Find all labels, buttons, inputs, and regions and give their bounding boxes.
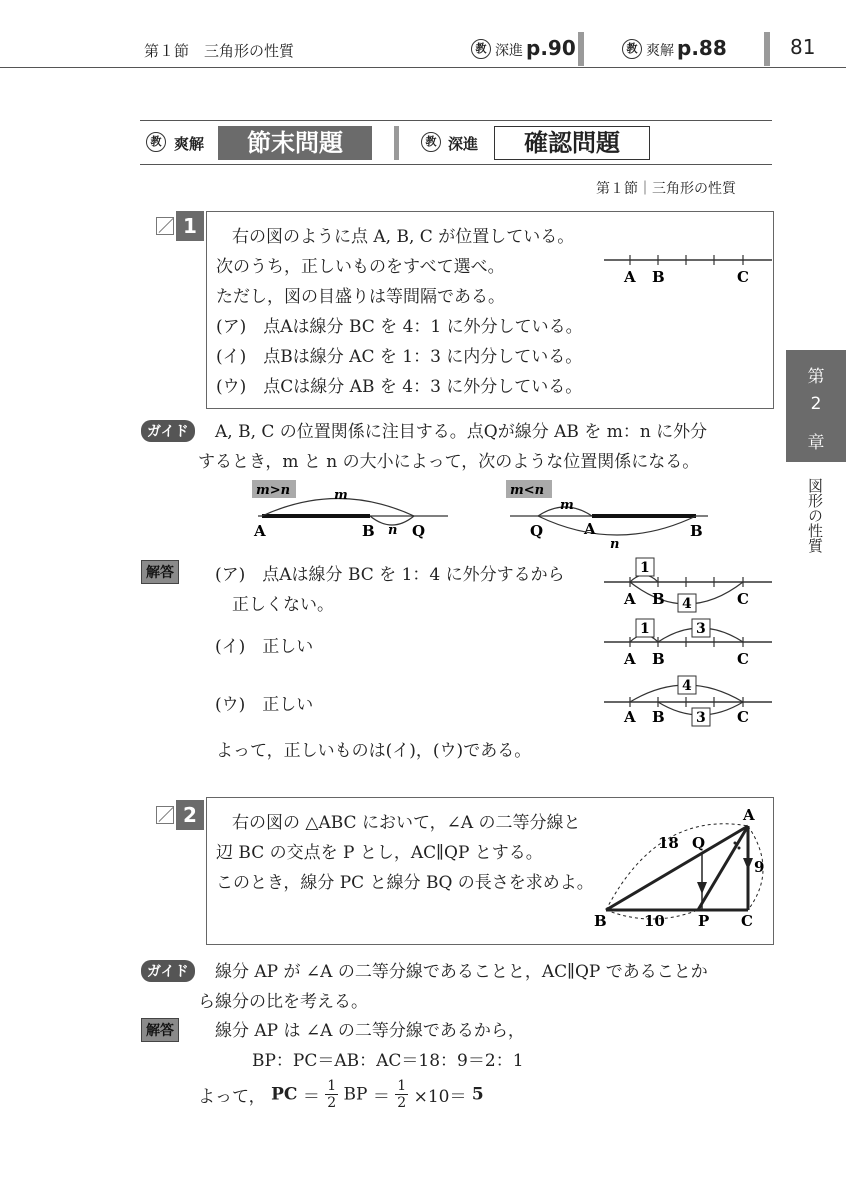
chapter-tab-number: 2 [810,394,822,414]
problem1-line: 次のうち，正しいものをすべて選べ。 [216,257,505,277]
problem1-line: (イ) 点Bは線分 AC を 1：3 に内分している。 [216,347,583,367]
fig-len-BP: 10 [644,912,665,930]
answer1-u-line: (ウ) 正しい [215,695,314,715]
fraction-half [325,1078,338,1111]
fig-m: m [560,498,574,513]
header-section: 第１節 三角形の性質 [144,42,295,60]
fig-label-C: C [737,708,749,726]
header-rule [0,67,846,68]
checkbox-icon[interactable] [156,217,174,235]
page-number: 81 [790,35,816,59]
fig-label-C: C [737,650,749,668]
answer1-a-line1: (ア) 点Aは線分 BC を 1：4 に外分するから [215,565,565,585]
fig-B: B [690,522,703,540]
fig-label-A: A [624,650,636,668]
banner-divider [394,126,399,160]
guide-tag: ガイド [141,420,195,442]
header-ref2-label: 爽解 [646,43,674,59]
fig-n: n [388,523,398,538]
answer2-result-line [198,1078,484,1111]
arrow-down-icon [743,858,753,870]
chapter-tab-line1: 第 [807,367,825,387]
kyo-mark-icon: 教 [146,132,166,152]
fig-Q: Q [530,522,544,540]
fraction-half [395,1078,408,1111]
fig-C: C [741,912,753,930]
problem-number: 2 [176,800,204,830]
subsection-label: 第１節｜三角形の性質 [596,181,736,197]
box-label: 4 [682,678,692,694]
problem1-line: (ウ) 点Cは線分 AB を 4：3 に外分している。 [216,377,583,397]
kyo-mark-icon: 教 [421,132,441,152]
guide2-line1: 線分 AP が ∠A の二等分線であることと，AC∥QP であることか [215,962,708,982]
answer-tag: 解答 [141,560,179,584]
answer2-pc: PC [271,1084,298,1105]
banner-left-title: 節末問題 [218,126,372,160]
answer1-i-line: (イ) 正しい [215,637,314,657]
chapter-tab-line3: 章 [807,433,825,453]
page-header [0,30,846,68]
frac-den: 2 [327,1095,337,1111]
fig-B: B [594,912,607,930]
problem1-figure [600,244,780,294]
header-ref1-label: 深進 [495,43,523,59]
banner-right-label: 深進 [448,135,479,153]
fig-label-C: C [737,268,749,286]
banner-bottom-rule [140,164,772,165]
fig-A: A [254,522,266,540]
problem1-line: 右の図のように点 A, B, C が位置している。 [232,227,575,247]
fig-A: A [743,806,755,824]
fig-label-A: A [624,590,636,608]
fig-label-C: C [737,590,749,608]
fig-label-B: B [652,590,665,608]
fig-len-AC: 9 [754,858,765,876]
problem2-line: 辺 BC の交点を P とし，AC∥QP とする。 [216,843,543,863]
guide1-line1: A, B, C の位置関係に注目する。点Qが線分 AB を m：n に外分 [215,422,708,442]
fig-label-A: A [624,268,636,286]
fig-tag-mgtn: m>n [256,483,291,498]
fig-P: P [698,912,710,930]
answer2-bp: BP [343,1084,368,1105]
answer1-figures [600,556,780,732]
fig-label-B: B [652,650,665,668]
guide-tag: ガイド [141,960,195,982]
frac-den: 2 [397,1095,407,1111]
problem1-line: ただし，図の目盛りは等間隔である。 [216,287,505,307]
header-divider [578,32,584,66]
answer2-line1: 線分 AP は ∠A の二等分線であるから， [215,1021,525,1041]
fig-n: n [610,537,620,548]
chapter-tab [786,350,846,462]
fig-m: m [334,488,348,503]
answer1-a-line2: 正しくない。 [232,595,334,615]
fig-A: A [584,520,596,538]
frac-num: 1 [397,1078,407,1094]
banner-right-title: 確認問題 [494,126,650,160]
fig-tag-mltn: m<n [510,483,545,498]
fig-Q: Q [692,834,706,852]
banner-top-rule [140,120,772,121]
header-divider [764,32,770,66]
fig-label-B: B [652,268,665,286]
box-label: 3 [696,710,706,726]
problem2-line: このとき，線分 PC と線分 BQ の長さを求めよ。 [216,873,594,893]
fig-Q: Q [412,522,426,540]
box-label: 1 [640,621,650,637]
fig-len-AB: 18 [658,834,679,852]
header-ref1-page: p.90 [526,36,576,60]
answer1-conclusion: よって，正しいものは(イ)，(ウ)である。 [216,741,532,761]
kyo-mark-icon: 教 [471,39,491,59]
answer2-times: ×10＝ [413,1087,467,1107]
guide1-figure [248,476,718,548]
banner-left-label: 爽解 [174,135,205,153]
answer2-eq1: ＝ [302,1087,320,1107]
problem1-line: (ア) 点Aは線分 BC を 4：1 に外分している。 [216,317,583,337]
arrow-down-icon [697,882,707,894]
checkbox-icon[interactable] [156,806,174,824]
problem-number: 1 [176,211,204,241]
guide2-line2: ら線分の比を考える。 [198,992,368,1012]
answer-tag: 解答 [141,1018,179,1042]
fig-B: B [362,522,375,540]
kyo-mark-icon: 教 [622,39,642,59]
guide1-line2: するとき，m と n の大小によって，次のような位置関係になる。 [198,452,700,472]
answer2-eq2: ＝ [372,1087,390,1107]
answer2-prefix: よって， [198,1087,266,1107]
box-label: 3 [696,621,706,637]
fig-label-A: A [624,708,636,726]
header-ref2-page: p.88 [677,36,727,60]
answer2-result: 5 [471,1084,484,1105]
box-label: 4 [682,596,692,612]
fig-label-B: B [652,708,665,726]
chapter-subtitle: 図形の性質 [806,478,824,553]
frac-num: 1 [327,1078,337,1094]
answer2-line2: BP：PC＝AB：AC＝18：9＝2：1 [252,1051,524,1071]
problem2-line: 右の図の △ABC において，∠A の二等分線と [232,813,581,833]
box-label: 1 [640,560,650,576]
problem2-figure [588,800,772,940]
